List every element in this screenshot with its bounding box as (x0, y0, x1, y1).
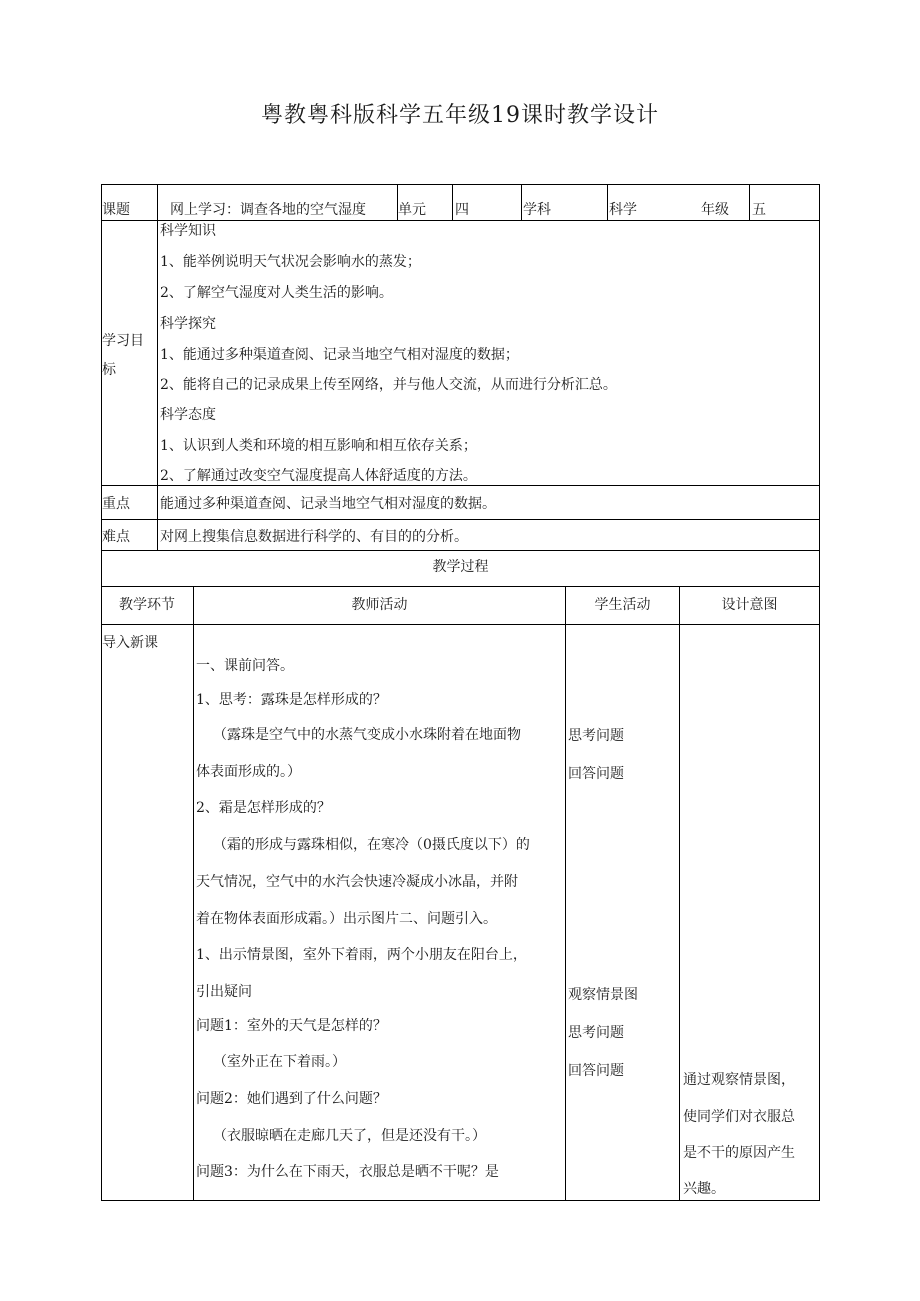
teacher-line: 一、课前问答。 (196, 658, 294, 674)
teacher-line: （露珠是空气中的水蒸气变成小水珠附着在地面物 (213, 727, 521, 743)
teacher-line: （衣服晾晒在走廊几天了，但是还没有干。） (213, 1128, 486, 1144)
teacher-line: 1、出示情景图，室外下着雨，两个小朋友在阳台上， (196, 947, 527, 963)
unit-value: 四 (455, 202, 469, 218)
col-divider (193, 586, 194, 1201)
col-divider (749, 184, 750, 220)
row-divider (101, 485, 820, 486)
row-divider (101, 519, 820, 520)
teacher-line: （室外正在下着雨。） (213, 1054, 346, 1070)
row-divider (101, 586, 820, 587)
objective-line: 1、认识到人类和环境的相互影响和相互依存关系； (160, 438, 477, 454)
col-header-stage: 教学环节 (119, 597, 175, 613)
col-header-student: 学生活动 (594, 597, 651, 613)
intent-line: 通过观察情景图， (683, 1072, 795, 1088)
teacher-line: 着在物体表面形成霜。）出示图片二、问题引入。 (196, 911, 497, 927)
topic-value: 网上学习：调查各地的空气湿度 (170, 202, 366, 218)
intent-line: 兴趣。 (683, 1181, 725, 1197)
process-title: 教学过程 (432, 559, 489, 575)
student-line: 回答问题 (568, 766, 624, 782)
table-border-bottom (101, 1200, 820, 1201)
unit-label: 单元 (398, 202, 426, 218)
objective-line: 1、能通过多种渠道查阅、记录当地空气相对湿度的数据； (160, 347, 519, 363)
col-header-teacher: 教师活动 (351, 597, 408, 613)
difficulty-value: 对网上搜集信息数据进行科学的、有目的的分析。 (160, 529, 468, 545)
key-point-value: 能通过多种渠道查阅、记录当地空气相对湿度的数据。 (160, 496, 496, 512)
teacher-line: 问题2：她们遇到了什么问题？ (196, 1091, 387, 1107)
teacher-line: 问题1：室外的天气是怎样的？ (196, 1018, 387, 1034)
intent-line: 是不干的原因产生 (683, 1145, 795, 1161)
teacher-line: 天气情况，空气中的水汽会快速冷凝成小冰晶，并附 (196, 874, 518, 890)
stage-label: 导入新课 (102, 635, 158, 651)
col-divider (521, 184, 522, 220)
objective-line: 1、能举例说明天气状况会影响水的蒸发； (160, 254, 421, 270)
topic-label: 课题 (102, 202, 130, 218)
col-divider (452, 184, 453, 220)
teacher-line: 体表面形成的。） (196, 764, 301, 780)
table-border-right (819, 184, 820, 1201)
col-divider (607, 184, 608, 220)
objectives-label: 学习目 (102, 333, 144, 349)
col-divider (565, 586, 566, 1201)
subject-value: 科学 (609, 202, 637, 218)
teacher-line: 1、思考：露珠是怎样形成的？ (196, 692, 387, 708)
objective-line: 科学探究 (160, 316, 216, 332)
grade-value: 五 (752, 202, 766, 218)
key-point-label: 重点 (102, 496, 130, 512)
intent-line: 使同学们对衣服总 (683, 1109, 795, 1125)
table-border-top (101, 184, 820, 185)
student-line: 思考问题 (568, 728, 624, 744)
col-divider (157, 184, 158, 550)
grade-label: 年级 (701, 202, 729, 218)
objective-line: 2、了解空气湿度对人类生活的影响。 (160, 285, 393, 301)
document-title: 粤教粤科版科学五年级19课时教学设计 (261, 103, 659, 128)
col-divider (679, 586, 680, 1201)
teacher-line: 引出疑问 (196, 984, 252, 1000)
teacher-line: 问题3：为什么在下雨天，衣服总是晒不干呢？是 (196, 1164, 499, 1180)
teacher-line: 2、霜是怎样形成的？ (196, 800, 331, 816)
subject-label: 学科 (523, 202, 551, 218)
objective-line: 科学态度 (160, 407, 216, 423)
row-divider (101, 624, 820, 625)
objective-line: 2、能将自己的记录成果上传至网络，并与他人交流，从而进行分析汇总。 (160, 377, 617, 393)
student-line: 观察情景图 (568, 987, 638, 1003)
objective-line: 科学知识 (160, 223, 216, 239)
row-divider (101, 550, 820, 551)
student-line: 回答问题 (568, 1063, 624, 1079)
difficulty-label: 难点 (102, 529, 130, 545)
col-header-intent: 设计意图 (721, 597, 778, 613)
student-line: 思考问题 (568, 1025, 624, 1041)
row-divider (101, 220, 820, 221)
teacher-line: （霜的形成与露珠相似，在寒冷（0摄氏度以下）的 (213, 837, 530, 853)
objective-line: 2、了解通过改变空气湿度提高人体舒适度的方法。 (160, 468, 477, 484)
objectives-label: 标 (102, 362, 116, 378)
